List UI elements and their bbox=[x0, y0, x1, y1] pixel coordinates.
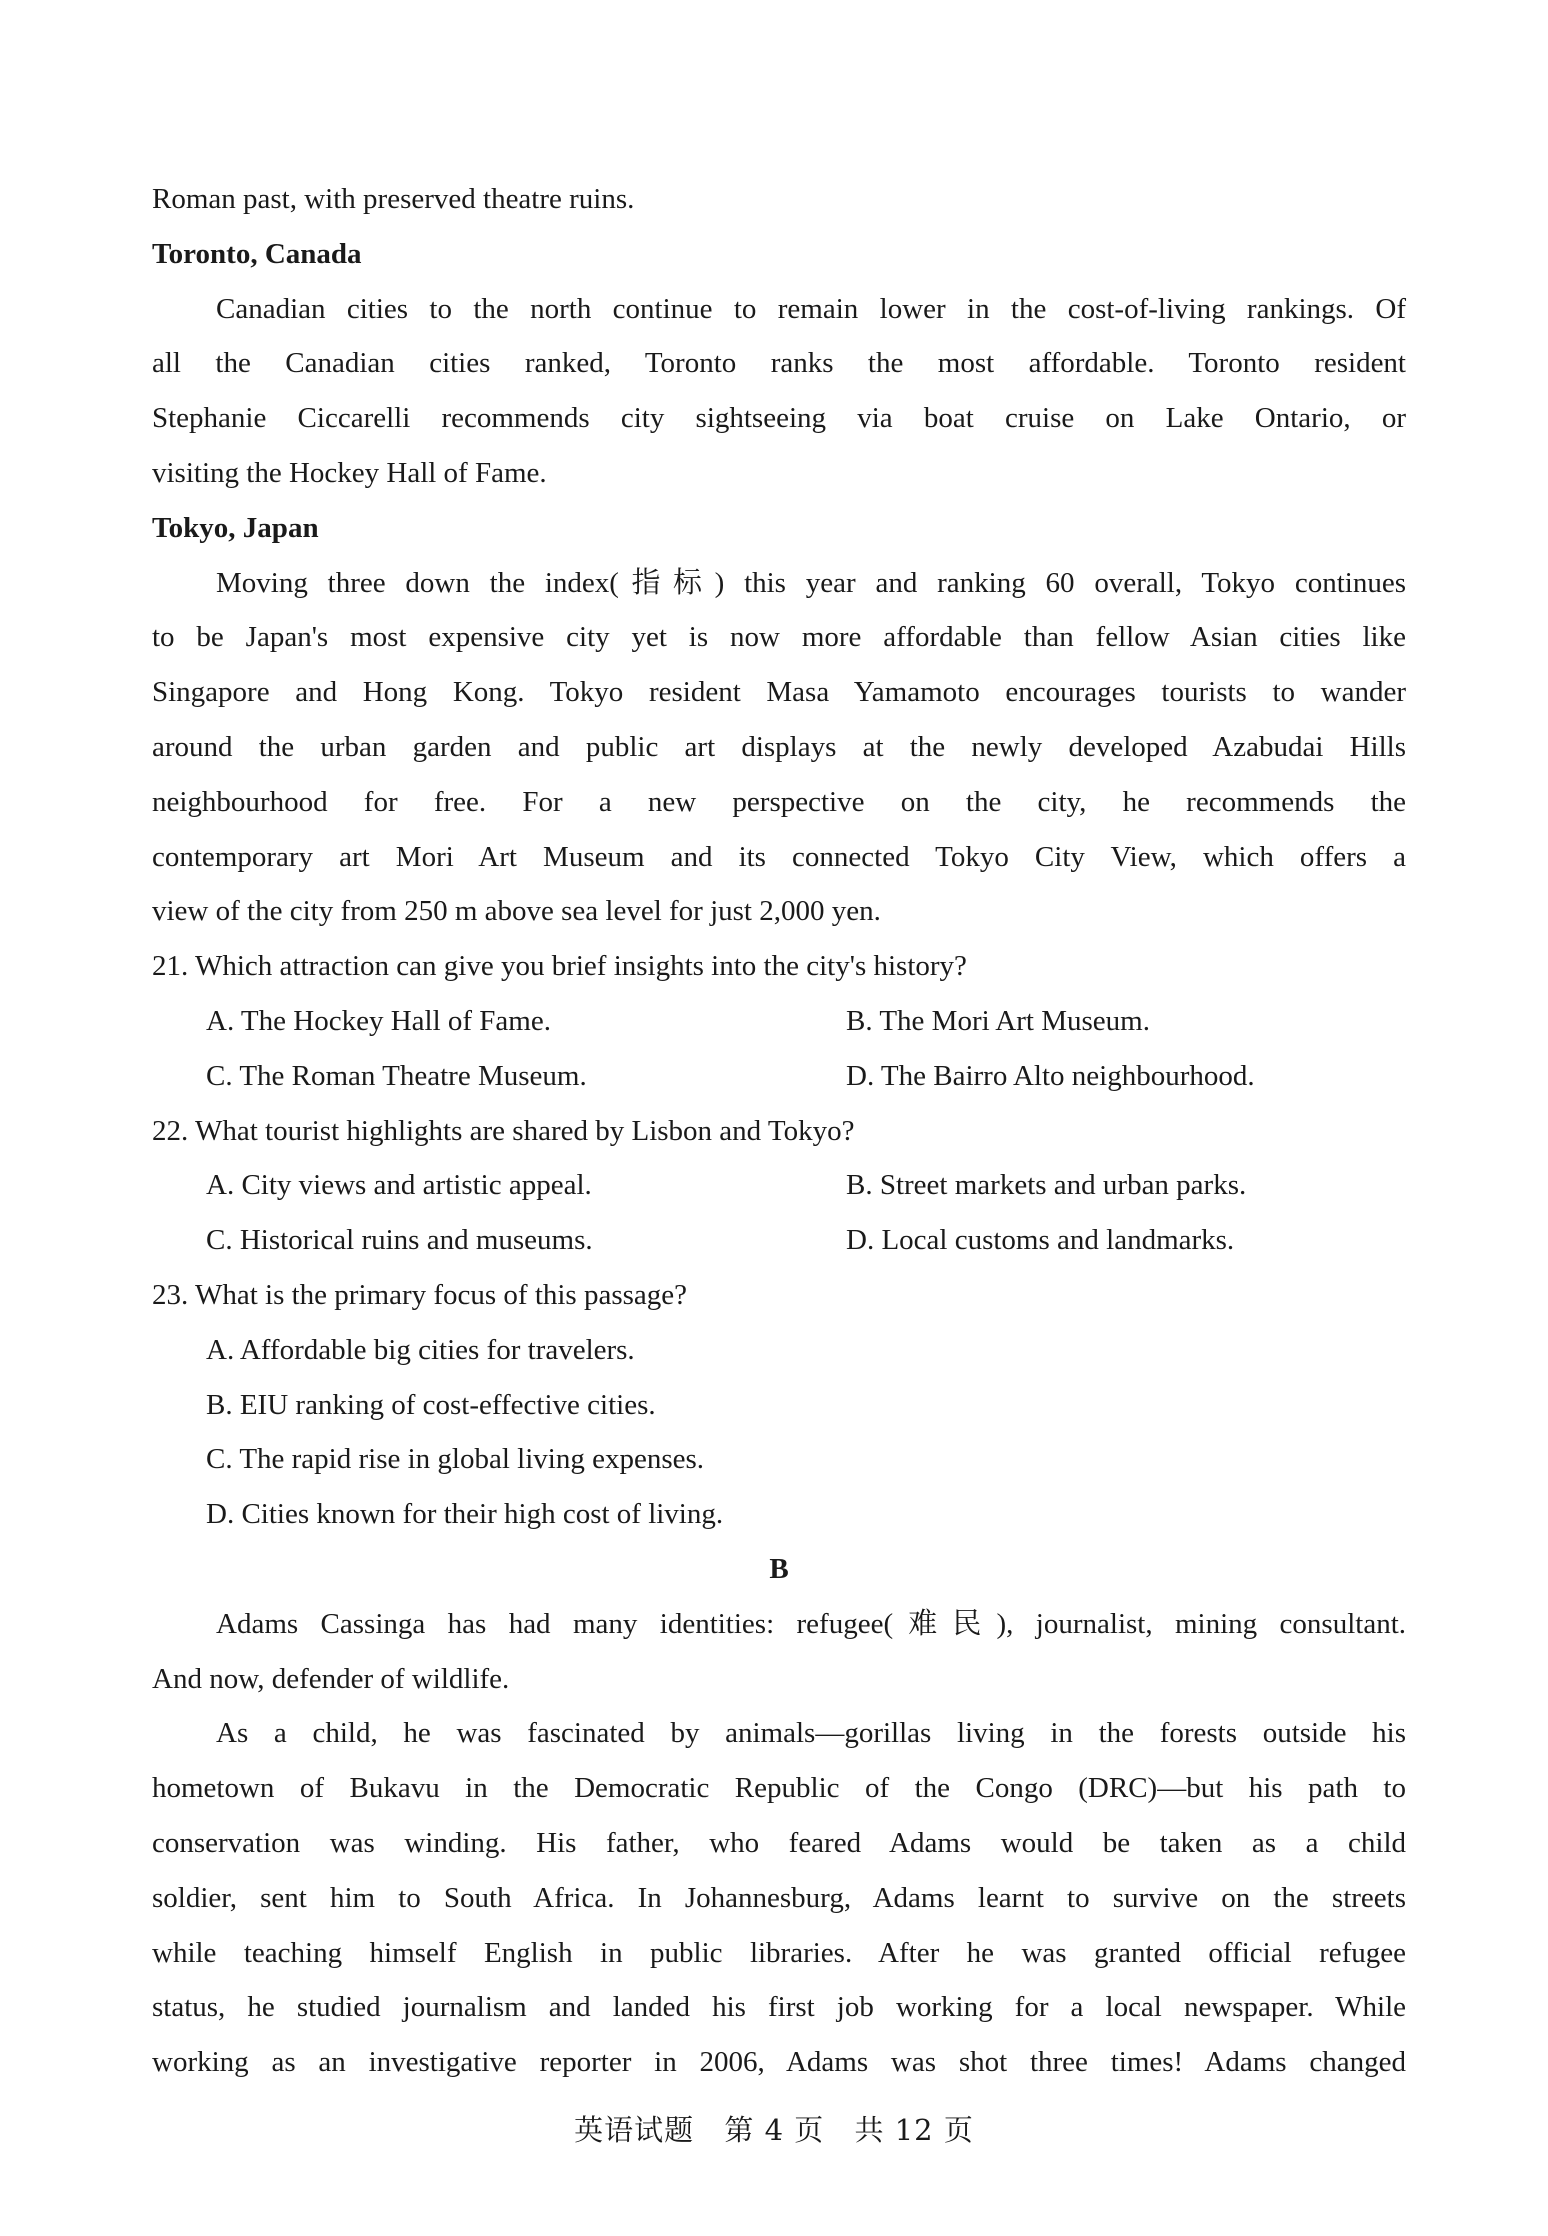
option-c: C. The Roman Theatre Museum. bbox=[206, 1059, 587, 1092]
passage-line: Adams Cassinga has had many identities: refugee(难民), journalist, mining consultant. bbox=[216, 1607, 1406, 1640]
option-d: D. Local customs and landmarks. bbox=[846, 1224, 1235, 1257]
passage-line: visiting the Hockey Hall of Fame. bbox=[152, 456, 547, 489]
city-heading-toronto: Toronto, Canada bbox=[152, 237, 362, 270]
city-heading-tokyo: Tokyo, Japan bbox=[152, 511, 319, 544]
footer-total-pages: 共 12 页 bbox=[854, 2113, 974, 2147]
option-b: B. Street markets and urban parks. bbox=[846, 1169, 1247, 1202]
page-footer bbox=[0, 2108, 1548, 2149]
question-22-options-row-2 bbox=[152, 1213, 1406, 1268]
question-22-options-row-1 bbox=[152, 1158, 1406, 1213]
option-a: A. City views and artistic appeal. bbox=[206, 1169, 592, 1202]
exam-page-body bbox=[152, 172, 1406, 2090]
passage-line: hometown of Bukavu in the Democratic Republic of the Congo (DRC)—but his path to bbox=[152, 1772, 1406, 1805]
passage-line: Moving three down the index(指标) this year and ranking 60 overall, Tokyo continues bbox=[216, 566, 1406, 599]
question-21-options-row-1 bbox=[152, 994, 1406, 1049]
option-a: A. Affordable big cities for travelers. bbox=[206, 1333, 635, 1366]
question-23-stem: 23. What is the primary focus of this passage? bbox=[152, 1278, 688, 1311]
passage-line: working as an investigative reporter in 2006, Adams was shot three times! Adams changed bbox=[152, 2046, 1406, 2079]
passage-line: soldier, sent him to South Africa. In Johannesburg, Adams learnt to survive on the streets bbox=[152, 1881, 1406, 1914]
passage-line: Singapore and Hong Kong. Tokyo resident Masa Yamamoto encourages tourists to wander bbox=[152, 676, 1406, 709]
option-c: C. Historical ruins and museums. bbox=[206, 1224, 593, 1257]
passage-line: while teaching himself English in public libraries. After he was granted official refugee bbox=[152, 1936, 1406, 1969]
passage-line: Stephanie Ciccarelli recommends city sightseeing via boat cruise on Lake Ontario, or bbox=[152, 402, 1406, 435]
passage-line: As a child, he was fascinated by animals—gorillas living in the forests outside his bbox=[216, 1717, 1406, 1750]
section-b-title: B bbox=[769, 1552, 789, 1585]
passage-line: contemporary art Mori Art Museum and its connected Tokyo City View, which offers a bbox=[152, 840, 1406, 873]
option-b: B. EIU ranking of cost-effective cities. bbox=[206, 1388, 656, 1421]
question-21-stem: 21. Which attraction can give you brief insights into the city's history? bbox=[152, 950, 967, 983]
footer-page-number: 第 4 页 bbox=[724, 2113, 825, 2147]
option-d: D. Cities known for their high cost of living. bbox=[206, 1498, 724, 1531]
passage-line: view of the city from 250 m above sea level for just 2,000 yen. bbox=[152, 895, 881, 928]
passage-line: status, he studied journalism and landed his first job working for a local newspaper. While bbox=[152, 1991, 1406, 2024]
footer-subject: 英语试题 bbox=[574, 2113, 695, 2147]
question-21-options-row-2 bbox=[152, 1049, 1406, 1104]
passage-line: And now, defender of wildlife. bbox=[152, 1662, 510, 1695]
passage-line: all the Canadian cities ranked, Toronto ranks the most affordable. Toronto resident bbox=[152, 347, 1406, 380]
option-b: B. The Mori Art Museum. bbox=[846, 1004, 1150, 1037]
option-c: C. The rapid rise in global living expenses. bbox=[206, 1443, 705, 1476]
passage-line: around the urban garden and public art displays at the newly developed Azabudai Hills bbox=[152, 730, 1406, 763]
passage-line: conservation was winding. His father, who feared Adams would be taken as a child bbox=[152, 1826, 1406, 1859]
passage-line: to be Japan's most expensive city yet is now more affordable than fellow Asian cities like bbox=[152, 621, 1406, 654]
passage-line: Canadian cities to the north continue to remain lower in the cost-of-living rankings. Of bbox=[216, 292, 1406, 325]
option-d: D. The Bairro Alto neighbourhood. bbox=[846, 1059, 1255, 1092]
option-a: A. The Hockey Hall of Fame. bbox=[206, 1004, 551, 1037]
question-22-stem: 22. What tourist highlights are shared by Lisbon and Tokyo? bbox=[152, 1114, 855, 1147]
passage-line: Roman past, with preserved theatre ruins. bbox=[152, 183, 635, 215]
passage-line: neighbourhood for free. For a new perspective on the city, he recommends the bbox=[152, 785, 1406, 818]
